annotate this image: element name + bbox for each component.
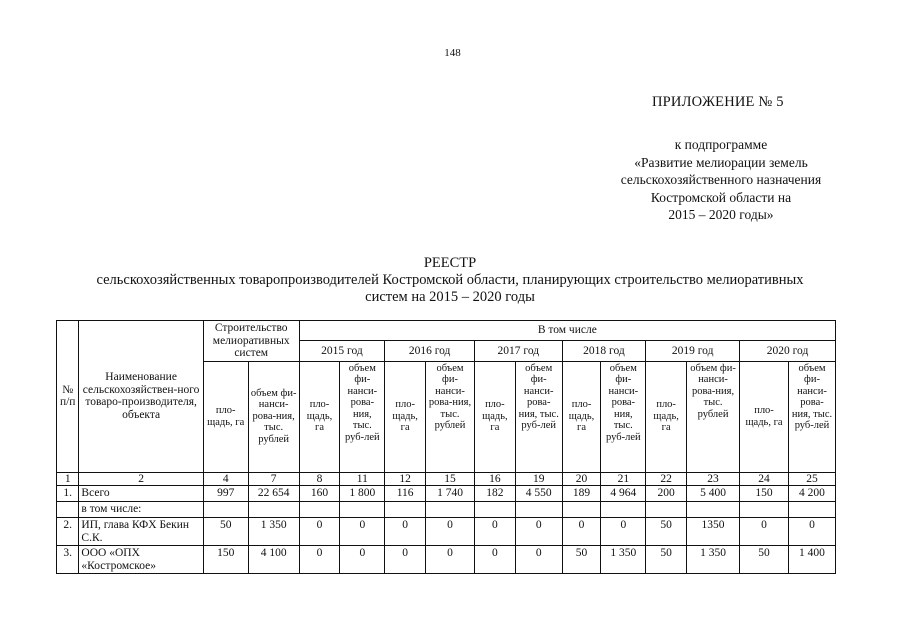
header-area: пло-щадь, га — [203, 361, 248, 472]
header-finance: объем фи-нанси-рова-ния, тыс. руб-лей — [515, 361, 562, 472]
row-value: 1 350 — [601, 546, 646, 574]
header-year: 2017 год — [474, 341, 562, 361]
row-value — [474, 502, 515, 518]
row-value: 0 — [299, 518, 340, 546]
row-number: 3. — [57, 546, 79, 574]
column-number: 2 — [79, 472, 203, 486]
row-value: 22 654 — [248, 486, 299, 502]
row-value — [646, 502, 687, 518]
header-area: пло-щадь, га — [740, 361, 789, 472]
row-value: 0 — [562, 518, 601, 546]
row-value: 997 — [203, 486, 248, 502]
header-area: пло-щадь, га — [385, 361, 426, 472]
header-year: 2018 год — [562, 341, 646, 361]
column-number: 8 — [299, 472, 340, 486]
header-num: № п/п — [57, 321, 79, 473]
column-number: 1 — [57, 472, 79, 486]
row-value: 200 — [646, 486, 687, 502]
row-value — [299, 502, 340, 518]
row-value: 1 350 — [687, 546, 740, 574]
row-name: в том числе: — [79, 502, 203, 518]
column-number: 4 — [203, 472, 248, 486]
row-value: 150 — [740, 486, 789, 502]
header-year: 2016 год — [385, 341, 475, 361]
row-value: 0 — [788, 518, 835, 546]
row-value — [248, 502, 299, 518]
row-value: 50 — [562, 546, 601, 574]
row-value: 0 — [385, 518, 426, 546]
table-row — [57, 486, 836, 502]
row-value: 0 — [385, 546, 426, 574]
header-in-total: В том числе — [299, 321, 835, 341]
header-construction: Строительство мелиоративных систем — [203, 321, 299, 362]
row-value: 0 — [426, 518, 475, 546]
column-number: 19 — [515, 472, 562, 486]
column-number: 21 — [601, 472, 646, 486]
row-value — [385, 502, 426, 518]
column-number: 24 — [740, 472, 789, 486]
row-value: 4 100 — [248, 546, 299, 574]
header-year: 2015 год — [299, 341, 385, 361]
header-name: Наименование сельскохозяйствен-ного товаро-производителя, объекта — [79, 321, 203, 473]
row-value: 50 — [203, 518, 248, 546]
row-value: 1 740 — [426, 486, 475, 502]
row-value: 1350 — [687, 518, 740, 546]
row-value — [426, 502, 475, 518]
row-value: 0 — [426, 546, 475, 574]
appendix-heading: ПРИЛОЖЕНИЕ № 5 — [652, 94, 784, 110]
row-value: 0 — [474, 546, 515, 574]
row-value: 50 — [646, 518, 687, 546]
row-value: 1 400 — [788, 546, 835, 574]
title-line: РЕЕСТР — [423, 255, 477, 271]
subtitle-line: 2015 – 2020 годы» — [668, 207, 774, 222]
column-number: 16 — [474, 472, 515, 486]
column-number: 25 — [788, 472, 835, 486]
subtitle-line: Костромской области на — [650, 189, 792, 205]
column-number: 11 — [340, 472, 385, 486]
header-finance: объем фи-нанси-рова-ния, тыс. руб-лей — [788, 361, 835, 472]
header-area: пло-щадь, га — [299, 361, 340, 472]
row-value: 0 — [474, 518, 515, 546]
row-value: 50 — [646, 546, 687, 574]
row-value: 0 — [340, 518, 385, 546]
title-line: систем на 2015 – 2020 годы — [365, 289, 535, 305]
row-value — [601, 502, 646, 518]
row-name: ООО «ОПХ «Костромское» — [79, 546, 203, 574]
header-finance: объем фи-нанси-рова-ния, тыс. руб-лей — [340, 361, 385, 472]
row-number: 2. — [57, 518, 79, 546]
column-number: 23 — [687, 472, 740, 486]
row-name: ИП, глава КФХ Бекин С.К. — [79, 518, 203, 546]
row-value: 1 350 — [248, 518, 299, 546]
header-finance: объем фи-нанси-рова-ния, тыс. рублей — [687, 361, 740, 472]
column-number: 7 — [248, 472, 299, 486]
row-number: 1. — [57, 486, 79, 502]
column-number: 15 — [426, 472, 475, 486]
table-row — [57, 502, 836, 518]
row-value: 1 800 — [340, 486, 385, 502]
appendix-subtitle — [606, 136, 836, 224]
row-value: 0 — [340, 546, 385, 574]
page-number: 148 — [444, 47, 461, 59]
subtitle-line: сельскохозяйственного назначения — [620, 172, 822, 187]
header-finance: объем фи-нанси-рова-ния, тыс. руб-лей — [601, 361, 646, 472]
title-line: сельскохозяйственных товаропроизводителей Костромской области, планирующих строительство мелиоративных — [96, 272, 804, 288]
row-value — [562, 502, 601, 518]
row-value: 160 — [299, 486, 340, 502]
row-value: 116 — [385, 486, 426, 502]
row-value: 0 — [515, 518, 562, 546]
header-finance: объем фи-нанси-рова-ния, тыс. рублей — [248, 361, 299, 472]
subtitle-line: «Развитие мелиорации земель — [634, 154, 808, 170]
row-value: 0 — [601, 518, 646, 546]
table-row — [57, 546, 836, 574]
row-value: 0 — [515, 546, 562, 574]
header-finance: объем фи-нанси-рова-ния, тыс. рублей — [426, 361, 475, 472]
row-value: 189 — [562, 486, 601, 502]
row-value — [340, 502, 385, 518]
column-number-row — [57, 472, 836, 486]
row-value — [740, 502, 789, 518]
row-value: 5 400 — [687, 486, 740, 502]
header-area: пло-щадь, га — [474, 361, 515, 472]
row-value — [515, 502, 562, 518]
row-value: 4 200 — [788, 486, 835, 502]
registry-table — [56, 320, 836, 574]
row-value — [788, 502, 835, 518]
row-value: 4 550 — [515, 486, 562, 502]
row-name: Всего — [79, 486, 203, 502]
row-value — [203, 502, 248, 518]
row-value: 150 — [203, 546, 248, 574]
row-number — [57, 502, 79, 518]
row-value — [687, 502, 740, 518]
column-number: 12 — [385, 472, 426, 486]
header-area: пло-щадь, га — [562, 361, 601, 472]
row-value: 50 — [740, 546, 789, 574]
subtitle-line: к подпрограмме — [674, 137, 768, 152]
header-year: 2020 год — [740, 341, 836, 361]
header-area: пло-щадь, га — [646, 361, 687, 472]
table-row — [57, 518, 836, 546]
column-number: 20 — [562, 472, 601, 486]
row-value: 0 — [740, 518, 789, 546]
document-title — [60, 255, 840, 306]
header-year: 2019 год — [646, 341, 740, 361]
row-value: 0 — [299, 546, 340, 574]
row-value: 4 964 — [601, 486, 646, 502]
column-number: 22 — [646, 472, 687, 486]
row-value: 182 — [474, 486, 515, 502]
